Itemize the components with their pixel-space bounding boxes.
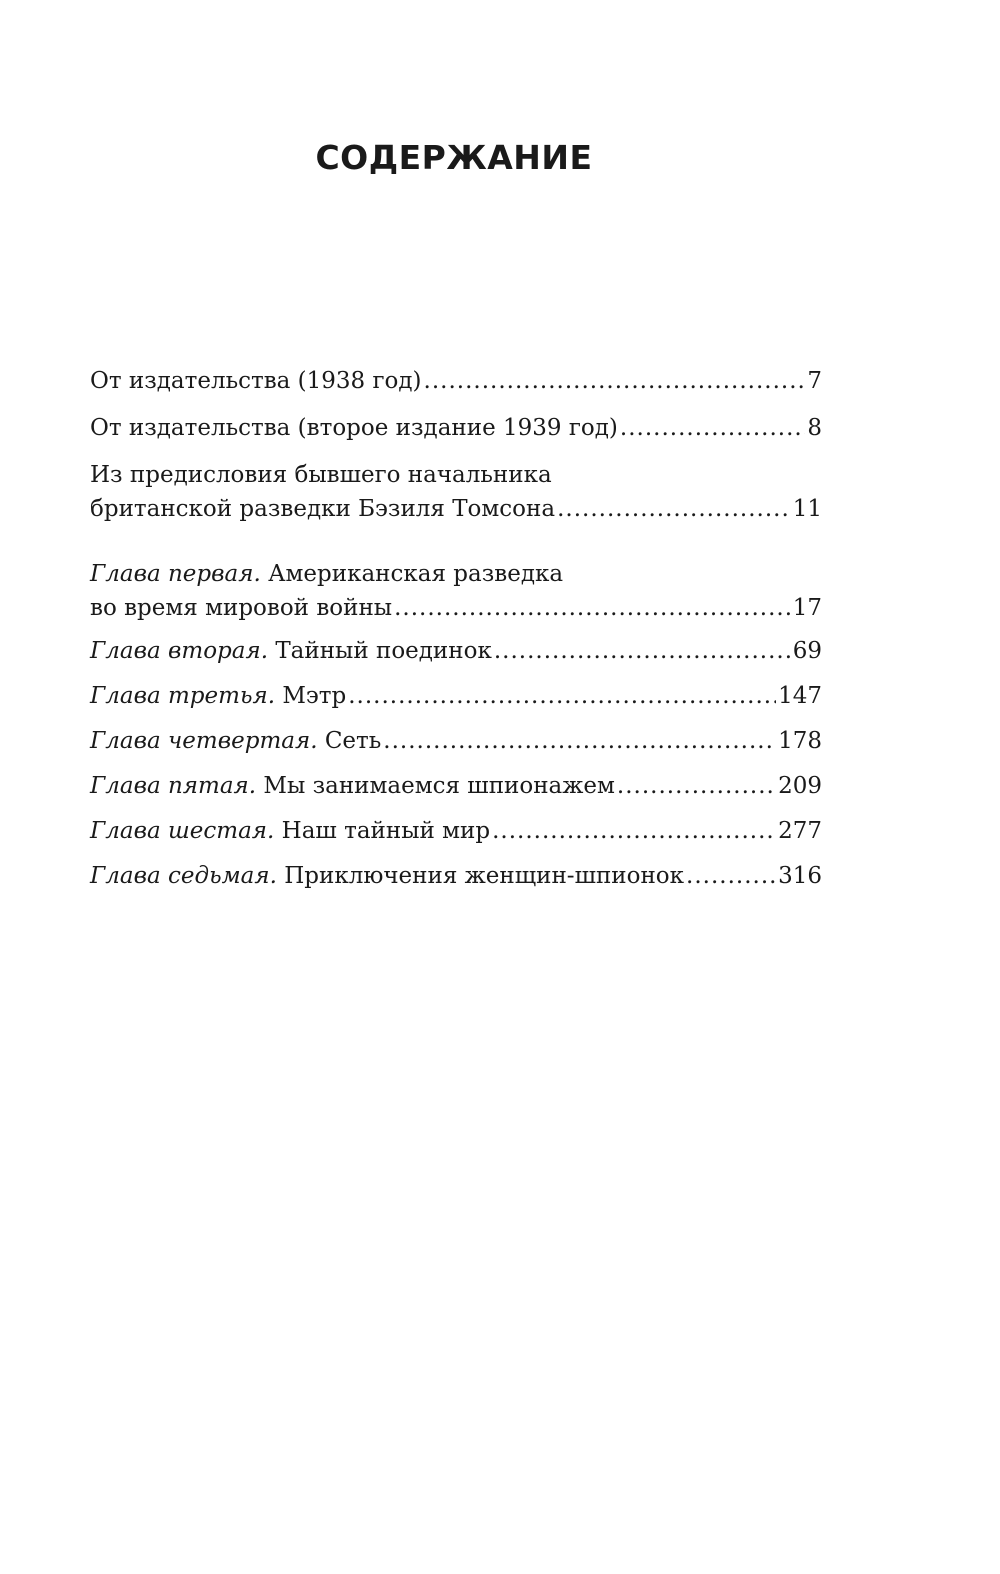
toc-page-number: 277 xyxy=(778,818,822,844)
toc-entry-label-line1 xyxy=(90,557,822,591)
toc-page-number: 7 xyxy=(807,368,822,394)
toc-entry-label xyxy=(90,679,346,713)
chapter-title: Тайный поединок xyxy=(275,638,492,664)
dot-leader xyxy=(617,769,776,803)
toc-entry-label-line1: Из предисловия бывшего начальника xyxy=(90,462,552,488)
toc-entry-chapter-6 xyxy=(90,814,822,848)
chapter-prefix: Глава четвертая. xyxy=(90,728,318,754)
toc-entry-chapter-7 xyxy=(90,859,822,893)
chapter-title-line1: Американская разведка xyxy=(268,561,564,587)
dot-leader xyxy=(348,679,776,713)
toc-entry-label-line2: британской разведки Бэзиля Томсона xyxy=(90,496,556,522)
toc-entry-label: От издательства (второе издание 1939 год) xyxy=(90,415,618,441)
toc-entry-chapter-3 xyxy=(90,679,822,713)
toc-page-number: 11 xyxy=(792,496,822,522)
dot-leader xyxy=(557,492,791,526)
dot-leader xyxy=(394,591,791,625)
toc-page-number: 316 xyxy=(778,863,822,889)
toc-page-number: 17 xyxy=(792,595,822,621)
dot-leader xyxy=(686,859,776,893)
chapter-prefix: Глава седьмая. xyxy=(90,863,277,889)
chapter-title: Мэтр xyxy=(282,683,347,709)
chapter-title: Сеть xyxy=(324,728,382,754)
chapter-title: Наш тайный мир xyxy=(281,818,491,844)
chapter-title: Приключения женщин-шпионок xyxy=(284,863,685,889)
toc-entry-label xyxy=(90,724,381,758)
toc-entry-chapter-1 xyxy=(90,557,822,625)
chapter-title: Мы занимаемся шпионажем xyxy=(263,773,615,799)
toc-entry-label xyxy=(90,769,615,803)
chapter-title-line2: во время мировой войны xyxy=(90,595,393,621)
dot-leader xyxy=(492,814,776,848)
toc-entry-chapter-2 xyxy=(90,634,822,668)
toc-entry-label xyxy=(90,859,684,893)
toc-entry-thomson-preface xyxy=(90,458,822,526)
toc-entry-publisher-1939 xyxy=(90,411,822,445)
dot-leader xyxy=(494,634,791,668)
dot-leader xyxy=(424,364,806,398)
chapter-prefix: Глава пятая. xyxy=(90,773,257,799)
toc-page-number: 209 xyxy=(778,773,822,799)
dot-leader xyxy=(620,411,805,445)
toc-entry-label: От издательства (1938 год) xyxy=(90,368,422,394)
chapter-prefix: Глава первая. xyxy=(90,561,261,587)
toc-page-number: 8 xyxy=(807,415,822,441)
toc-page-number: 147 xyxy=(778,683,822,709)
toc-entry-label xyxy=(90,814,490,848)
toc-entry-publisher-1938 xyxy=(90,364,822,398)
chapter-prefix: Глава вторая. xyxy=(90,638,269,664)
toc-page-number: 178 xyxy=(778,728,822,754)
chapter-prefix: Глава шестая. xyxy=(90,818,275,844)
toc-page-number: 69 xyxy=(792,638,822,664)
toc-entry-label xyxy=(90,634,492,668)
toc-title: СОДЕРЖАНИЕ xyxy=(315,138,593,177)
toc-entry-chapter-5 xyxy=(90,769,822,803)
dot-leader xyxy=(383,724,776,758)
chapter-prefix: Глава третья. xyxy=(90,683,276,709)
toc-entry-chapter-4 xyxy=(90,724,822,758)
